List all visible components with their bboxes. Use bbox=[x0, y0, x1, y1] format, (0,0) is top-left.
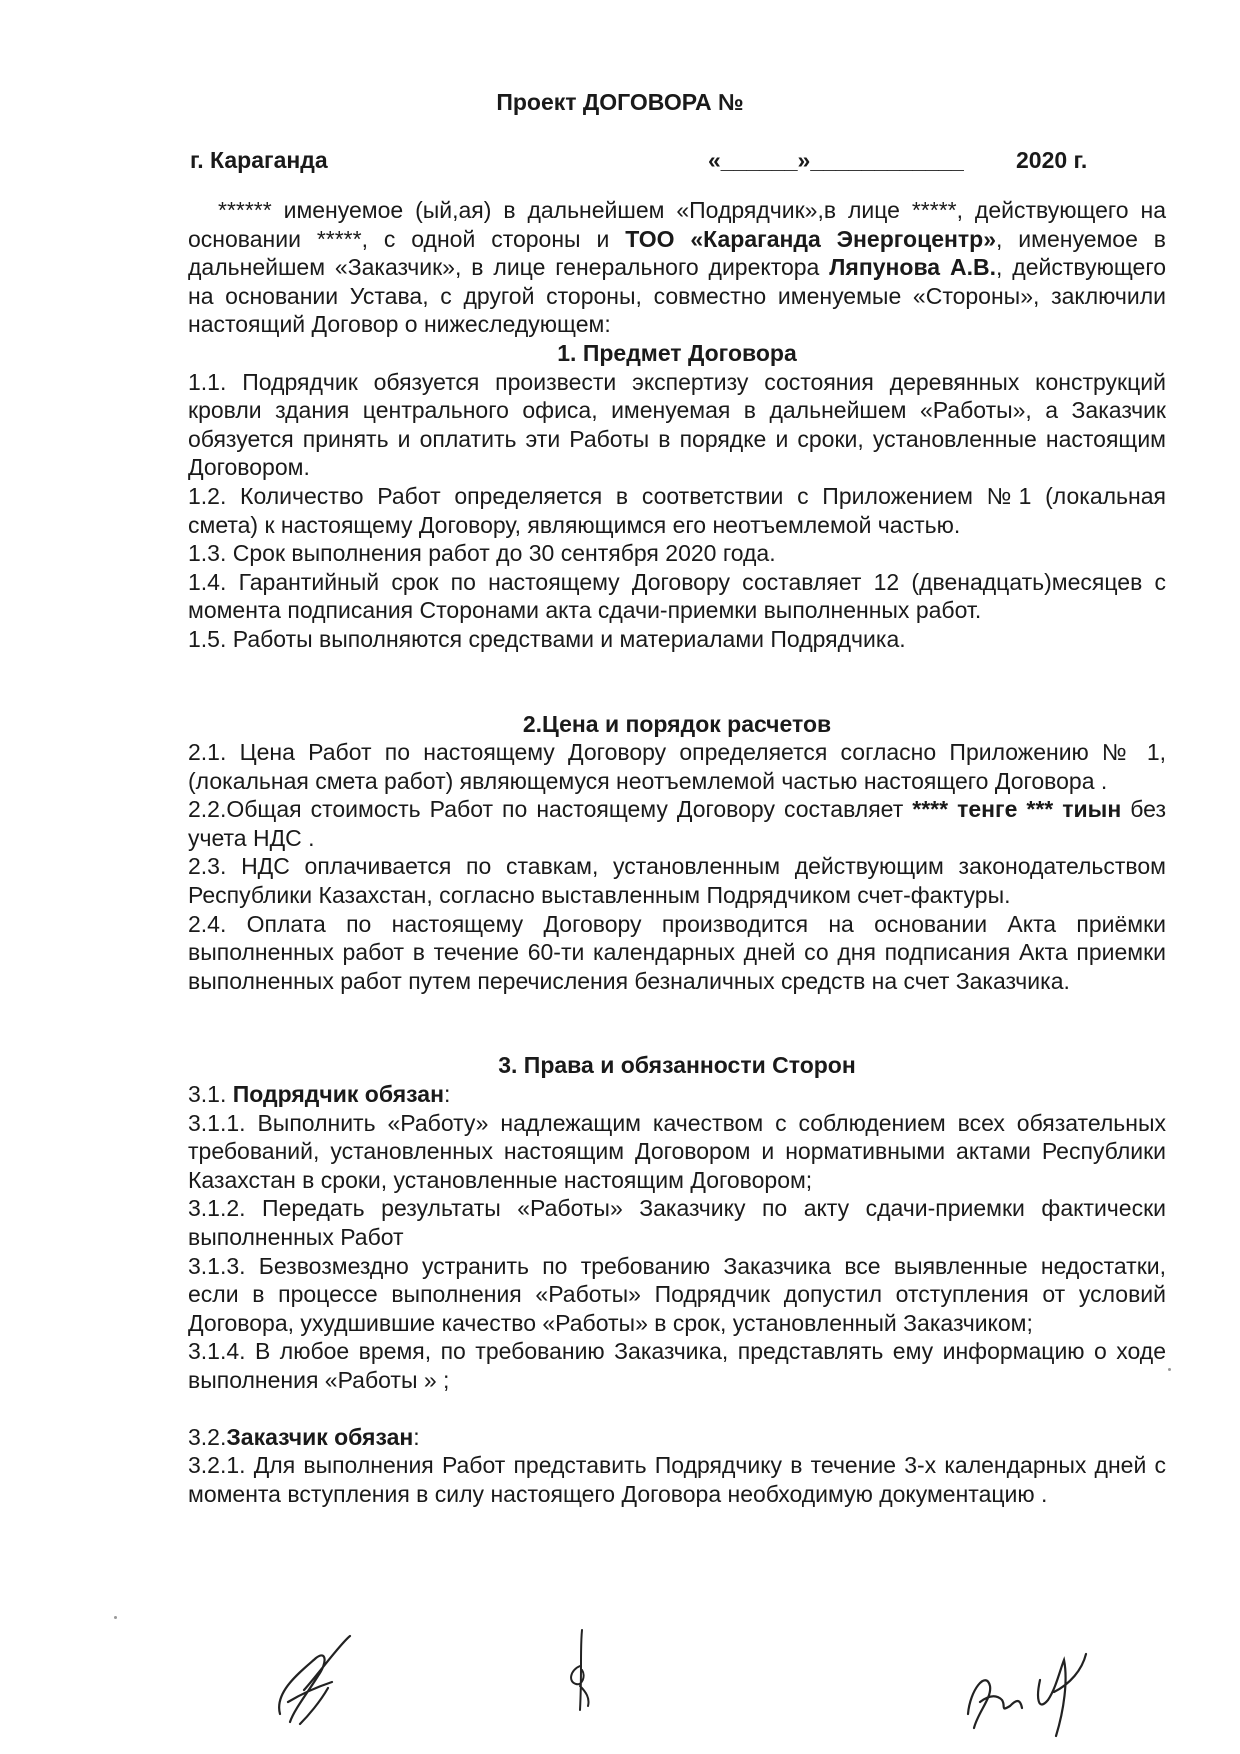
clause-3-1-3: 3.1.3. Безвозмездно устранить по требованию Заказчика все выявленные недостатки, если в процессе выполнения «Работы» Подрядчик допустил отступления от условий Договора, ухудшившие качество «Работы» в срок, установленный Заказчиком; bbox=[188, 1252, 1166, 1336]
subsection-3-1 bbox=[188, 1080, 1166, 1109]
clause-2-2 bbox=[188, 795, 1166, 852]
spacer bbox=[188, 995, 1166, 1051]
document-header bbox=[0, 146, 1240, 176]
city: г. Караганда bbox=[190, 147, 328, 173]
spacer bbox=[188, 654, 1166, 710]
clause-2-2-tail: без учета НДС . bbox=[188, 796, 1166, 851]
preamble-text-2: , именуемое в дальнейшем «Заказчик», в лице генерального директора bbox=[188, 225, 1166, 281]
signature-middle-icon bbox=[560, 1626, 600, 1716]
document-body bbox=[188, 196, 1166, 1508]
year: 2020 г. bbox=[1016, 147, 1088, 173]
clause-1-5: 1.5. Работы выполняются средствами и материалами Подрядчика. bbox=[188, 625, 906, 652]
subsection-3-1-number: 3.1. bbox=[188, 1081, 233, 1108]
signature-right-icon bbox=[960, 1640, 1100, 1740]
clause-3-1-4: 3.1.4. В любое время, по требованию Заказчика, представлять ему информацию о ходе выполнения «Работы » ; bbox=[188, 1338, 1166, 1393]
subsection-3-1-title: Подрядчик обязан bbox=[232, 1081, 444, 1108]
clause-2-1: 2.1. Цена Работ по настоящему Договору определяется согласно Приложению № 1, (локальная смета работ) являющемуся неотъемлемой частью настоящего Договора . bbox=[188, 739, 1166, 794]
director-name: Ляпунова А.В. bbox=[829, 254, 996, 281]
section-2-heading: 2.Цена и порядок расчетов bbox=[522, 710, 832, 737]
subsection-3-2-colon: : bbox=[413, 1423, 420, 1450]
subsection-3-2-title: Заказчик обязан bbox=[226, 1423, 414, 1450]
clause-1-4: 1.4. Гарантийный срок по настоящему Договору составляет 12 (двенадцать)месяцев с момента подписания Сторонами акта сдачи-приемки выполненных работ. bbox=[188, 568, 1166, 624]
customer-name: ТОО «Караганда Энергоцентр» bbox=[625, 225, 997, 252]
clause-3-2-1: 3.2.1. Для выполнения Работ представить Подрядчику в течение 3-х календарных дней с момента вступления в силу настоящего Договора необходимую документацию . bbox=[188, 1452, 1166, 1507]
clause-1-2: 1.2. Количество Работ определяется в соответствии с Приложением №1 (локальная смета) к настоящему Договору, являющимся его неотъемлемой частью. bbox=[188, 482, 1166, 538]
section-3-heading: 3. Права и обязанности Сторон bbox=[498, 1052, 856, 1079]
clause-3-1-1: 3.1.1. Выполнить «Работу» надлежащим качеством с соблюдением всех обязательных требований, установленных настоящим Договором и нормативными актами Республики Казахстан в сроки, установленные настоящим Договором; bbox=[188, 1109, 1166, 1193]
spacer bbox=[188, 1395, 1166, 1423]
signatures bbox=[0, 1626, 1240, 1746]
clause-2-4: 2.4. Оплата по настоящему Договору производится на основании Акта приёмки выполненных работ в течение 60-ти календарных дней со дня подписания Акта приемки выполненных работ путем перечисления безналичных средств на счет Заказчика. bbox=[188, 910, 1166, 994]
scan-speck bbox=[1168, 1368, 1171, 1371]
document-title: Проект ДОГОВОРА № bbox=[496, 89, 744, 115]
preamble bbox=[188, 196, 1166, 339]
clause-2-3: 2.3. НДС оплачивается по ставкам, установленным действующим законодательством Республики Казахстан, согласно выставленным Подрядчиком счет-фактуры. bbox=[188, 853, 1166, 909]
total-price: **** тенге *** тиын bbox=[912, 796, 1122, 823]
preamble-text-1: ****** именуемое (ый,ая) в дальнейшем «Подрядчик»,в лице *****, действующего на основании *****, с одной стороны и bbox=[188, 197, 1166, 252]
clause-3-1-2: 3.1.2. Передать результаты «Работы» Заказчику по акту сдачи-приемки фактически выполненных Работ bbox=[188, 1195, 1166, 1250]
clause-1-3: 1.3. Срок выполнения работ до 30 сентября 2020 года. bbox=[188, 540, 776, 567]
date-blank: «______»____________ bbox=[708, 147, 964, 173]
scan-speck bbox=[114, 1616, 117, 1619]
signature-left-icon bbox=[270, 1632, 360, 1732]
clause-1-1: 1.1. Подрядчик обязуется произвести экспертизу состояния деревянных конструкций кровли здания центрального офиса, именуемая в дальнейшем «Работы», а Заказчик обязуется принять и оплатить эти Работы в порядке и сроки, установленные настоящим Договором. bbox=[188, 368, 1166, 481]
preamble-text-3: , действующего на основании Устава, с другой стороны, совместно именуемые «Стороны», заключили настоящий Договор о нижеследующем: bbox=[188, 254, 1166, 338]
subsection-3-2-number: 3.2. bbox=[188, 1423, 227, 1450]
clause-2-2-text: 2.2.Общая стоимость Работ по настоящему Договору составляет bbox=[188, 796, 913, 823]
subsection-3-1-colon: : bbox=[444, 1081, 451, 1108]
section-1-heading: 1. Предмет Договора bbox=[557, 339, 797, 366]
subsection-3-2 bbox=[188, 1423, 1166, 1452]
